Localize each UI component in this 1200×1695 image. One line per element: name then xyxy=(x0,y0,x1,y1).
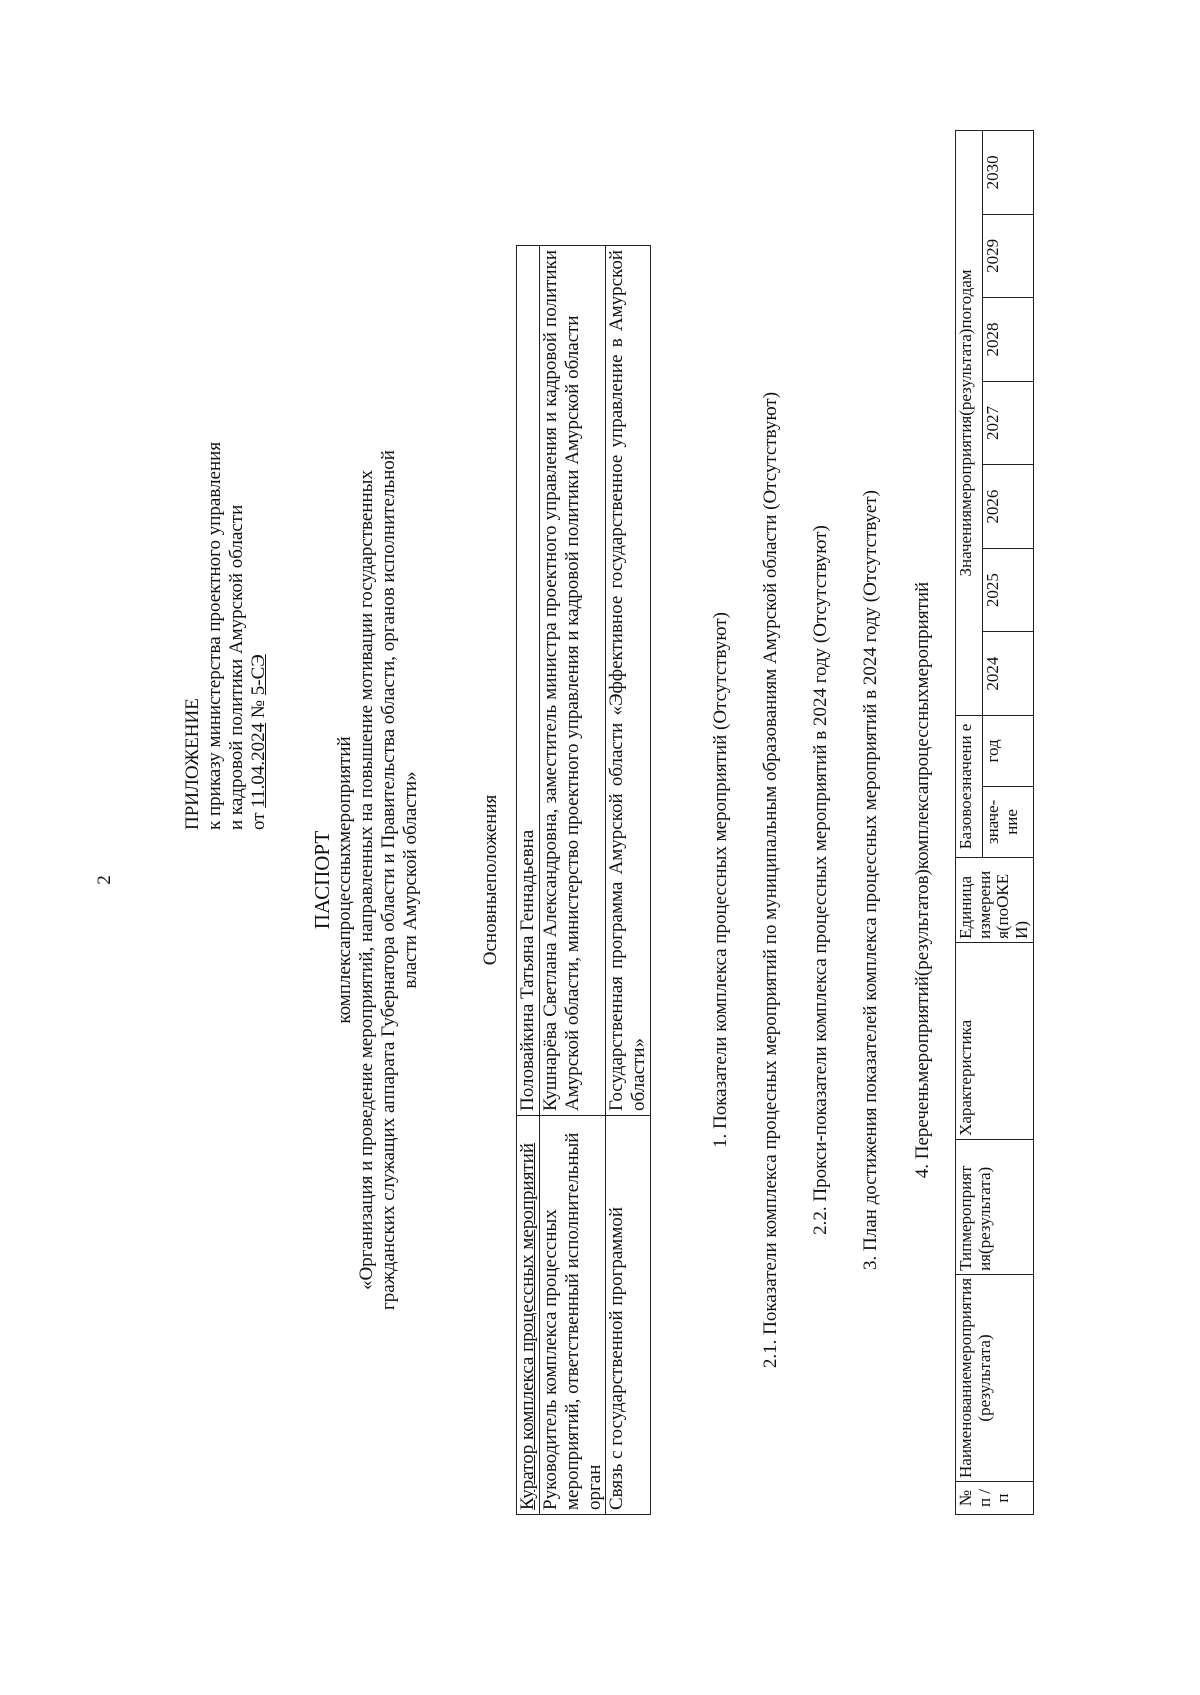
appendix-line-2: и кадровой политики Амурской области xyxy=(225,504,247,830)
general-provisions-heading: Основныеположения xyxy=(480,794,501,966)
section-1-indicators: 1. Показатели комплекса процессных мероприятий (Отсутствуют) xyxy=(710,612,731,1148)
col-year-2029: 2029 xyxy=(983,214,1034,298)
order-date: 11.04.2024 xyxy=(247,722,269,808)
order-number-sign: № xyxy=(247,700,269,719)
col-year-2026: 2026 xyxy=(983,465,1034,549)
row-label-head: Руководитель комплекса процессных мероприятий, ответственный исполнительный орган xyxy=(539,1116,606,1515)
row-label-program-link: Связь с государственной программой xyxy=(606,1116,651,1515)
general-provisions-table xyxy=(516,245,651,1515)
section-4-events-list: 4. Переченьмероприятий(результатов)комплексапроцессныхмероприятий xyxy=(912,581,933,1179)
document-page xyxy=(70,130,1110,1630)
order-number: 5-СЭ xyxy=(247,654,269,696)
appendix-line-1: к приказу министерства проектного управления xyxy=(203,441,225,830)
passport-subtitle: комплексапроцессныхмероприятий xyxy=(334,736,356,1024)
order-date-prefix: от xyxy=(247,812,269,830)
col-characteristic: Характеристика xyxy=(956,942,1034,1139)
row-value-head: Кушнарёва Светлана Александровна, заместитель министра проектного управления и кадровой политики Амурской области, министерство проектного управления и кадровой политики Амурской области xyxy=(539,246,606,1116)
table-header-row xyxy=(956,131,983,1515)
section-2-1-municipal-indicators: 2.1. Показатели комплекса процесных мероприятий по муниципальным образованиям Амурской области (Отсутствуют) xyxy=(760,391,781,1369)
col-values-by-year: Значениямероприятия(результата)погодам xyxy=(956,131,983,716)
col-base-value: Базовоезначени е xyxy=(956,715,983,857)
col-event-type: Типмероприят ия(результата) xyxy=(956,1139,1034,1274)
passport-name-line-3: власти Амурской области» xyxy=(399,771,421,989)
col-base-value-year: год xyxy=(983,715,1034,786)
col-year-2030: 2030 xyxy=(983,131,1034,215)
col-year-2024: 2024 xyxy=(983,632,1034,716)
row-label-curator: Куратор комплекса процессных мероприятий xyxy=(517,1116,540,1515)
col-event-name: Наименованиемероприятия (результата) xyxy=(956,1274,1034,1481)
col-number: № п / п xyxy=(956,1482,1034,1515)
page-number: 2 xyxy=(94,875,115,885)
row-value-curator: Половайкина Татьяна Геннадьевна xyxy=(517,246,540,1116)
section-2-2-proxy-indicators: 2.2. Прокси-показатели комплекса процессных мероприятий в 2024 году (Отсутствуют) xyxy=(810,525,831,1235)
table-row xyxy=(539,246,606,1515)
appendix-title: ПРИЛОЖЕНИЕ xyxy=(182,698,203,830)
col-base-value-value: значе- ние xyxy=(983,786,1034,857)
events-table xyxy=(955,130,1034,1515)
table-row xyxy=(517,246,540,1515)
row-value-program-link: Государственная программа Амурской области «Эффективное государственное управление в Амурской области» xyxy=(606,246,651,1116)
col-unit: Единица измерени я(поОКЕ И) xyxy=(956,857,1034,942)
section-3-plan: 3. План достижения показателей комплекса процессных мероприятий в 2024 году (Отсутствует) xyxy=(860,490,881,1270)
col-year-2027: 2027 xyxy=(983,381,1034,465)
passport-title: ПАСПОРТ xyxy=(310,830,334,930)
appendix-block xyxy=(182,270,269,830)
appendix-order-line xyxy=(248,270,270,830)
col-year-2028: 2028 xyxy=(983,298,1034,382)
passport-name-line-2: гражданских служащих аппарата Губернатора области и Правительства области, органов исполнительной xyxy=(377,450,399,1310)
col-year-2025: 2025 xyxy=(983,548,1034,632)
passport-name-line-1: «Организация и проведение мероприятий, направленных на повышение мотивации государственных xyxy=(355,470,377,1290)
passport-header xyxy=(310,280,422,1480)
table-row xyxy=(606,246,651,1515)
